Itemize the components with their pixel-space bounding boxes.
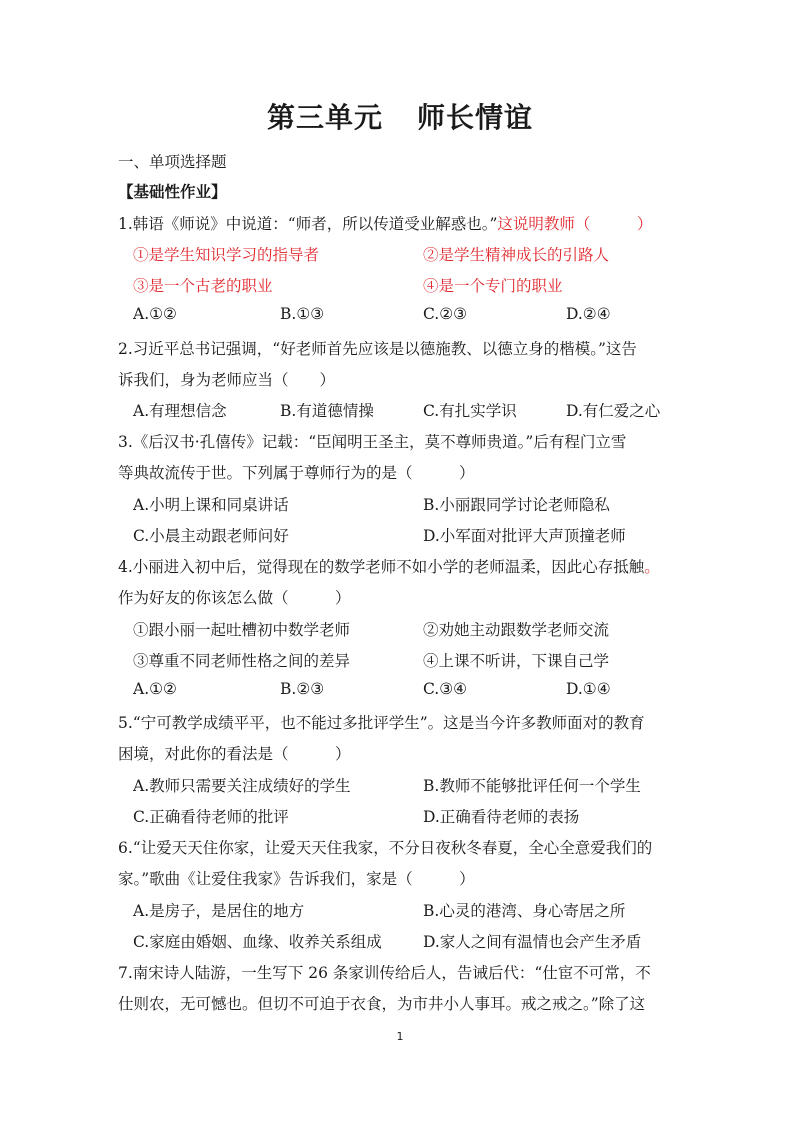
question-4-line-2: 作为好友的你该怎么做（ ） [118, 589, 351, 607]
page-title [0, 96, 800, 136]
q1-statement-4: ④是一个专门的职业 [423, 277, 563, 295]
q4-option-a: A.①② [133, 680, 177, 698]
q2-option-b: B.有道德情操 [280, 402, 374, 420]
page-number: 1 [396, 1030, 404, 1043]
q2-option-d: D.有仁爱之心 [566, 402, 661, 420]
question-7-line-2: 仕则农，无可憾也。但切不可迫于衣食，为市井小人事耳。戒之戒之。”除了这 [118, 995, 646, 1013]
q6-option-b: B.心灵的港湾、身心寄居之所 [423, 902, 626, 920]
q4-option-b: B.②③ [280, 680, 325, 698]
q1-option-d: D.②④ [566, 305, 611, 323]
q4-statement-3: ③尊重不同老师性格之间的差异 [133, 652, 351, 670]
q4-statement-4: ④上课不听讲，下课自己学 [423, 652, 610, 670]
q5-option-d: D.正确看待老师的表扬 [423, 808, 580, 826]
question-1-stem: 1.韩语《师说》中说道：“师者，所以传道受业解惑也。”这说明教师（ ） [118, 215, 653, 233]
q2-option-a: A.有理想信念 [133, 402, 227, 420]
q4-option-c: C.③④ [423, 680, 468, 698]
question-5-line-1: 5.“宁可教学成绩平平，也不能过多批评学生”。这是当今许多教师面对的教育 [118, 714, 645, 732]
title-topic: 师长情谊 [417, 101, 534, 134]
q3-option-b: B.小丽跟同学讨论老师隐私 [423, 496, 610, 514]
q3-option-a: A.小明上课和同桌讲话 [133, 496, 289, 514]
q1-option-b: B.①③ [280, 305, 325, 323]
question-6-line-1: 6.“让爱天天住你家，让爱天天住我家，不分日夜秋冬春夏，全心全意爱我们的 [118, 839, 653, 857]
q4-option-d: D.①④ [566, 680, 611, 698]
question-2-line-2: 诉我们，身为老师应当（ ） [118, 371, 336, 389]
q6-option-d: D.家人之间有温情也会产生矛盾 [423, 933, 642, 951]
q3-option-d: D.小军面对批评大声顶撞老师 [423, 527, 626, 545]
q1-option-c: C.②③ [423, 305, 468, 323]
q4-statement-2: ②劝她主动跟数学老师交流 [423, 621, 610, 639]
q3-option-c: C.小晨主动跟老师问好 [133, 527, 289, 545]
question-7-line-1: 7.南宋诗人陆游，一生写下 26 条家训传给后人，告诫后代：“仕宦不可常，不 [118, 964, 651, 982]
subsection-heading: 【基础性作业】 [118, 182, 227, 201]
question-6-line-2: 家。”歌曲《让爱住我家》告诉我们，家是（ ） [118, 870, 475, 888]
q5-option-a: A.教师只需要关注成绩好的学生 [133, 777, 351, 795]
section-heading: 一、单项选择题 [118, 153, 227, 171]
q6-option-c: C.家庭由婚姻、血缘、收养关系组成 [133, 933, 382, 951]
question-4-line-1: 4.小丽进入初中后，觉得现在的数学老师不如小学的老师温柔，因此心存抵触。 [118, 558, 660, 576]
question-3-line-2: 等典故流传于世。下列属于尊师行为的是（ ） [118, 464, 475, 482]
question-3-line-1: 3.《后汉书·孔僖传》记载：“臣闻明王圣主，莫不尊师贵道。”后有程门立雪 [118, 433, 627, 451]
q5-option-b: B.教师不能够批评任何一个学生 [423, 777, 641, 795]
q2-option-c: C.有扎实学识 [423, 402, 517, 420]
question-1-highlight: 这说明教师（ ） [497, 215, 653, 233]
q5-option-c: C.正确看待老师的批评 [133, 808, 289, 826]
q1-statement-2: ②是学生精神成长的引路人 [423, 246, 610, 264]
question-5-line-2: 困境，对此你的看法是（ ） [118, 745, 351, 763]
q6-option-a: A.是房子，是居住的地方 [133, 902, 305, 920]
q1-statement-1: ①是学生知识学习的指导者 [133, 246, 320, 264]
q4-statement-1: ①跟小丽一起吐槽初中数学老师 [133, 621, 351, 639]
q1-statement-3: ③是一个古老的职业 [133, 277, 273, 295]
question-2-line-1: 2.习近平总书记强调，“好老师首先应该是以德施教、以德立身的楷模。”这告 [118, 340, 637, 358]
q1-option-a: A.①② [133, 305, 177, 323]
title-unit: 第三单元 [266, 101, 383, 134]
